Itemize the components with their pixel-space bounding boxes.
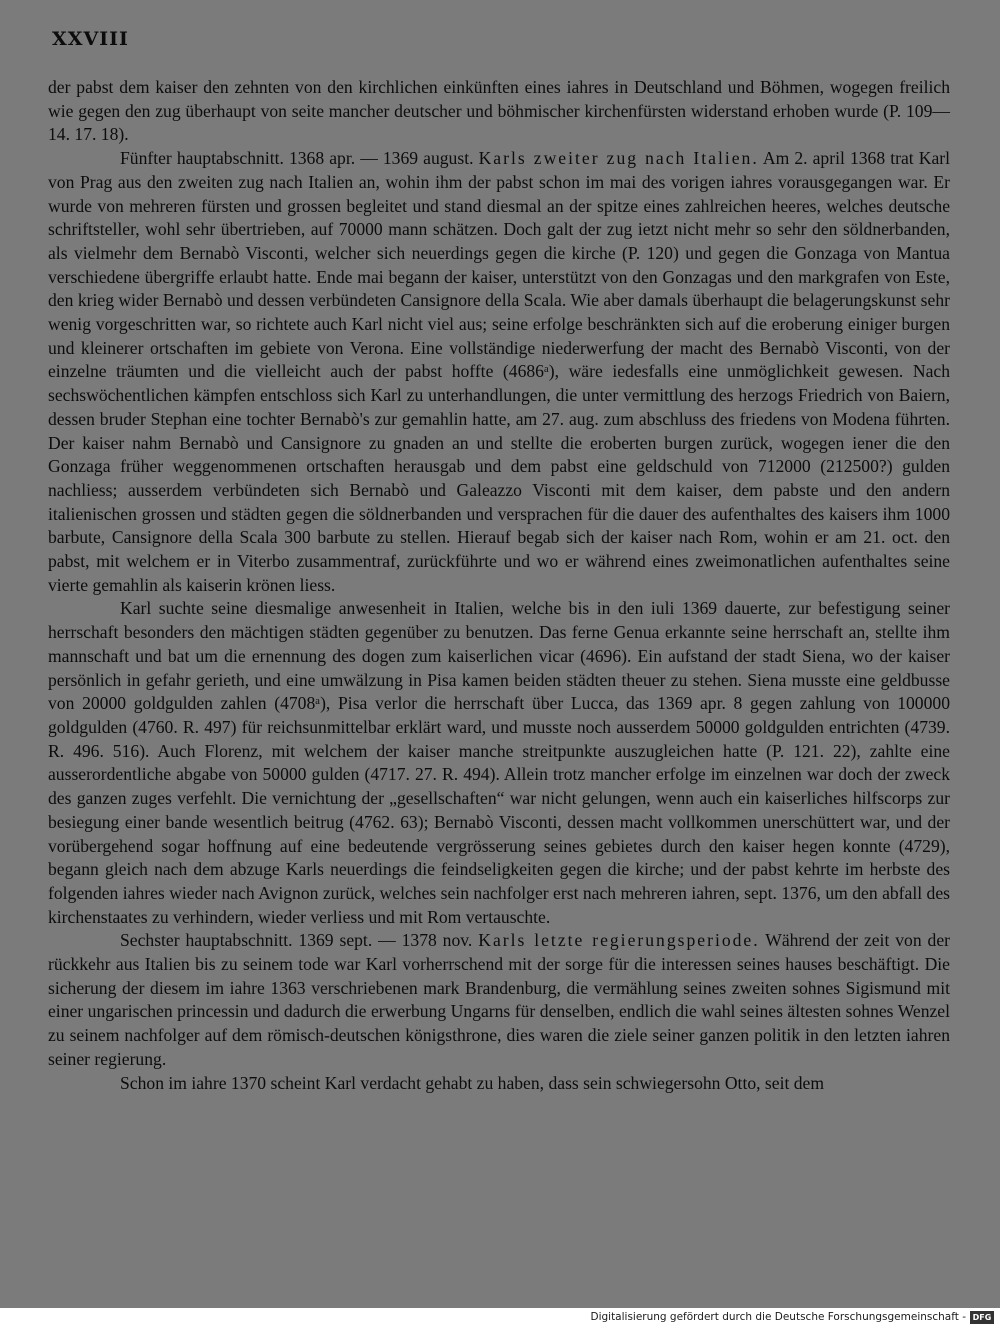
funding-notice: Digitalisierung gefördert durch die Deutsche Forschungsgemeinschaft - bbox=[590, 1311, 966, 1323]
section-heading-6: Sechster hauptabschnitt. 1369 sept. — 1378 nov. bbox=[120, 930, 473, 951]
paragraph-1 bbox=[48, 76, 950, 147]
paragraph-2-text: Am 2. april 1368 trat Karl von Prag aus den zweiten zug nach Italien an, wohin ihm der pabst schon im mai des vorigen iahres vorausgegangen war. Er wurde von mehreren fürsten und grossen begleitet und stand diesmal an der spitze eines zahlreichen heeres, welches deutsche schriftsteller, wohl sehr übertrieben, auf 70000 mann schätzen. Doch galt der zug ietzt nicht mehr so sehr den söldnerbanden, als vielmehr dem Bernabò Visconti, welcher sich neuerdings gegen die kirche (P. 120) und gegen die Gonzaga von Mantua verschiedene übergriffe erlaubt hatte. Ende mai begann der kaiser, unterstützt von den Gonzagas und den markgrafen von Este, den krieg wider Bernabò und dessen verbündeten Cansignore della Scala. Wie aber damals überhaupt die belagerungskunst sehr wenig vorgeschritten war, so richtete auch Karl nicht viel aus; seine erfolge beschränkten sich auf die eroberung einiger burgen und kleinerer ortschaften im gebiete von Verona. Eine vollständige niederwerfung der macht des Bernabò Visconti, von der einzelne träumten und die vielleicht auch der pabst hoffte (4686ᵃ), wäre iedesfalls eine unmöglichkeit gewesen. Nach sechswöchentlichen kämpfen entschloss sich Karl zu unterhandlungen, die unter vermittlung des herzogs Friedrich von Baiern, dessen bruder Stephan eine tochter Bernabò's zur gemahlin hatte, am 27. aug. zum abschluss des friedens von Modena führten. Der kaiser nahm Bernabò und Cansignore zu gnaden an und stellte die eroberten burgen zurück, wogegen iener die den Gonzaga früher weggenommenen ortschaften herausgab und dem pabst eine geldschuld von 712000 (212500?) gulden nachliess; ausserdem verbündeten sich Bernabò und Galeazzo Visconti mit dem kaiser, dem pabste und den andern italienischen grossen und städten gegen die söldnerbanden und versprachen für die dauer des aufenthaltes des kaisers ihm 1000 barbute, Cansignore della Scala 300 barbute zu stellen. Hierauf begab sich der kaiser nach Rom, wohin er am 21. oct. den pabst, mit welchem er in Viterbo zusammentraf, zurückführte und wo er während eines zweimonatlichen aufenthaltes seine vierte gemahlin als kaiserin krönen liess. bbox=[48, 148, 951, 595]
footer-bar bbox=[0, 1308, 1000, 1328]
section-title-5: Karls zweiter zug nach Italien. bbox=[478, 148, 759, 169]
dfg-logo-icon: DFG bbox=[970, 1311, 994, 1324]
paragraph-5 bbox=[48, 1072, 950, 1096]
body-text bbox=[48, 76, 950, 1095]
paragraph-4-text: Während der zeit von der rückkehr aus Italien bis zu seinem tode war Karl vorherrschend mit der sorge für die interessen seines hauses beschäftigt. Die sicherung der diesem im iahre 1363 verschriebenen mark Brandenburg, die vermählung seines zweiten sohnes Sigismund mit einer ungarischen princessin und dadurch die erwerbung Ungarns für denselben, endlich die wahl seines ältesten sohnes Wenzel zu seinem nachfolger auf dem römisch-deutschen königsthrone, dies waren die ziele seiner ganzen politik in den letzten iahren seiner regierung. bbox=[48, 930, 950, 1069]
paragraph-2 bbox=[48, 147, 950, 597]
section-title-6: Karls letzte regierungsperiode. bbox=[478, 930, 760, 951]
page-number: XXVIII bbox=[52, 28, 129, 50]
section-heading-5: Fünfter hauptabschnitt. 1368 apr. — 1369 august. bbox=[120, 148, 474, 169]
paragraph-3-text: Karl suchte seine diesmalige anwesenheit in Italien, welche bis in den iuli 1369 dauerte, zur befestigung seiner herrschaft besonders den mächtigen städten gegenüber zu benutzen. Das ferne Genua erkannte seine herrschaft an, stellte ihm mannschaft und bat um die ernennung des dogen zum kaiserlichen vicar (4696). Ein aufstand der stadt Siena, wo der kaiser persönlich in gefahr gerieth, und eine umwälzung in Pisa kamen beiden städten theuer zu stehen. Siena musste eine geldbusse von 20000 goldgulden zahlen (4708ᵃ), Pisa verlor die herrschaft über Lucca, das 1369 apr. 8 gegen zahlung von 100000 goldgulden (4760. R. 497) für reichsunmittelbar erklärt ward, und musste noch ausserdem 50000 goldgulden entrichten (4739. R. 496. 516). Auch Florenz, mit welchem der kaiser manche streitpunkte auszugleichen hatte (P. 121. 22), zahlte eine ausserordentliche abgabe von 50000 gulden (4717. 27. R. 494). Allein trotz mancher erfolge im einzelnen war doch der zweck des ganzen zuges verfehlt. Die vernichtung der „gesellschaften“ war nicht gelungen, wenn auch ein kaiserliches hilfscorps zur besiegung einer bande wesentlich beitrug (4762. 63); Bernabò Visconti, dessen macht vollkommen unerschüttert war, und der vorübergehend sogar hoffnung auf eine bedeutende vergrösserung seines gebietes durch den kaiser hegen konnte (4729), begann gleich nach dem abzuge Karls neuerdings die feindseligkeiten gegen die kirche; und der pabst kehrte im herbste des folgenden iahres wieder nach Avignon zurück, welches sein nachfolger erst nach mehreren iahren, sept. 1376, um den abfall des kirchenstaates zu verhindern, wieder verliess und mit Rom vertauschte. bbox=[48, 598, 950, 927]
paragraph-1-text: der pabst dem kaiser den zehnten von den kirchlichen einkünften eines iahres in Deutschland und Böhmen, wogegen freilich wie gegen den zug überhaupt von seite mancher deutscher und böhmischer kirchenfürsten widerstand erhoben wurde (P. 109—14. 17. 18). bbox=[48, 77, 950, 145]
paragraph-4 bbox=[48, 929, 950, 1071]
paragraph-5-text: Schon im iahre 1370 scheint Karl verdacht gehabt zu haben, dass sein schwiegersohn Otto, seit dem bbox=[120, 1072, 825, 1093]
paragraph-3 bbox=[48, 597, 950, 929]
